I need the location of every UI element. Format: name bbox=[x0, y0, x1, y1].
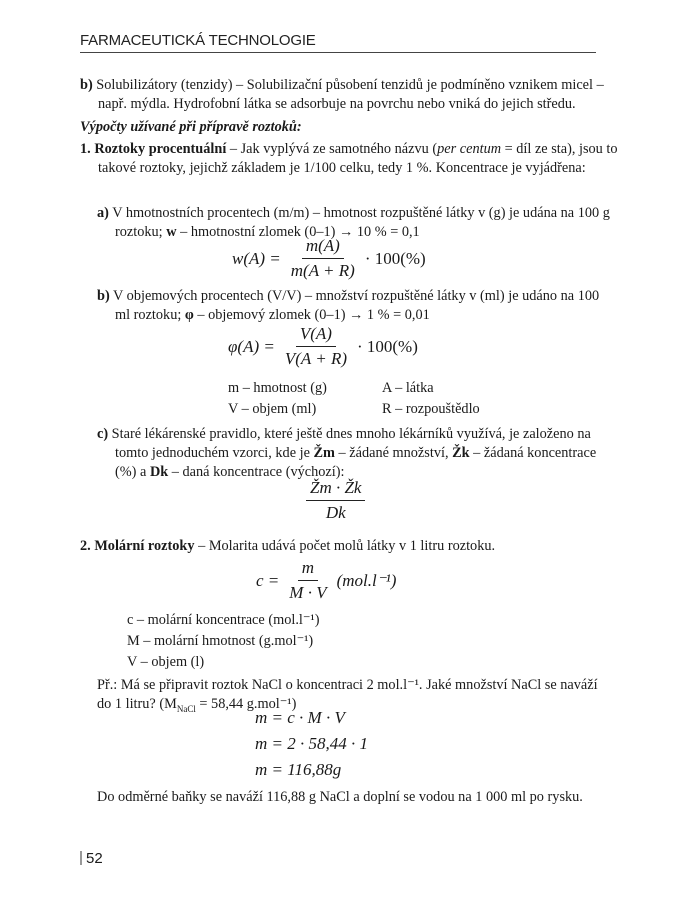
rhs: (mol.l⁻¹) bbox=[336, 570, 397, 590]
legend-item: V – objem (ml) bbox=[228, 401, 317, 417]
b: w bbox=[166, 224, 177, 241]
section-heading: Výpočty užívané při přípravě roztoků: bbox=[80, 119, 302, 135]
t: – daná koncentrace (výchozí): bbox=[168, 464, 345, 481]
t: – žádaná koncentrace (%) a bbox=[115, 445, 597, 481]
item-1c bbox=[97, 425, 615, 483]
t: – žádané množství, bbox=[334, 445, 453, 462]
calc-line: m = c · M · V bbox=[255, 708, 345, 727]
t: V objemových procentech (V/V) – množství rozpuštěné látky v (ml) je udáno na 100 ml roztoku; bbox=[109, 288, 600, 324]
formula-volume-percent bbox=[228, 324, 418, 369]
rhs: · 100(%) bbox=[364, 248, 426, 268]
num: m(A) bbox=[302, 236, 344, 259]
label: a) bbox=[97, 205, 109, 221]
t: – objemový zlomek (0–1) → 1 % = 0,01 bbox=[193, 307, 430, 324]
legend-item: A – látka bbox=[382, 380, 434, 396]
calc-line: m = 116,88g bbox=[255, 760, 342, 779]
item-1b bbox=[97, 287, 615, 325]
item-2 bbox=[80, 537, 618, 556]
t: – Jak vyplývá ze samotného názvu ( bbox=[226, 141, 438, 157]
b: φ bbox=[184, 307, 194, 324]
page-number-bar bbox=[80, 851, 82, 865]
t: = 58,44 g.mol⁻¹) bbox=[195, 696, 297, 713]
t: = díl ze sta), jsou to takové roztoky, jejichž základem je 1/100 celku, tedy 1 %. Koncentrace je vyjádřena: bbox=[98, 141, 618, 177]
t: Staré lékárenské pravidlo, které ještě dnes mnoho lékárníků využívá, je založeno na tomto jednoduchém vzorci, kde je bbox=[108, 426, 591, 462]
header-rule bbox=[80, 52, 596, 53]
conclusion: Do odměrné baňky se naváží 116,88 g NaCl a doplní se vodou na 1 000 ml po rysku. bbox=[97, 789, 583, 805]
num: 1. bbox=[80, 141, 91, 157]
t: – Molarita udává počet molů látky v 1 litru roztoku. bbox=[194, 538, 496, 554]
label: b) bbox=[97, 288, 110, 304]
num: V(A) bbox=[296, 324, 336, 347]
running-header: FARMACEUTICKÁ TECHNOLOGIE bbox=[80, 32, 316, 49]
b: Žm bbox=[313, 445, 335, 462]
title: Molární roztoky bbox=[94, 538, 195, 554]
lhs: w(A) = bbox=[232, 248, 281, 268]
t: V hmotnostních procentech (m/m) – hmotnost rozpuštěné látky v (g) je udána na 100 g roztoku; bbox=[108, 205, 610, 241]
t: Př.: Má se připravit roztok NaCl o koncentraci 2 mol.l⁻¹. Jaké množství NaCl se naváží do 1 litru? (M bbox=[97, 677, 598, 713]
b: Dk bbox=[149, 464, 169, 481]
den: Dk bbox=[325, 503, 346, 522]
lhs: c = bbox=[256, 570, 280, 590]
em: per centum bbox=[437, 141, 502, 157]
sub: NaCl bbox=[176, 704, 196, 715]
t: – hmotnostní zlomek (0–1) → 10 % = 0,1 bbox=[176, 224, 420, 241]
item-1 bbox=[80, 140, 618, 178]
page-number bbox=[80, 850, 103, 867]
formula-pharmacy-rule bbox=[306, 478, 365, 523]
title: Roztoky procentuální bbox=[94, 141, 227, 157]
text: Solubilizátory (tenzidy) – Solubilizační působení tenzidů je podmíněno vznikem micel – např. mýdla. Hydrofobní látka se adsorbuje na povrchu nebo vniká do jejich středu. bbox=[92, 77, 604, 113]
formula-molarity bbox=[256, 558, 396, 603]
page-number-text: 52 bbox=[86, 850, 103, 867]
num: m bbox=[298, 558, 318, 581]
legend-item: V – objem (l) bbox=[127, 654, 205, 670]
den: V(A + R) bbox=[284, 349, 347, 368]
section-b-solubilizers bbox=[80, 76, 618, 114]
num: 2. bbox=[80, 538, 91, 554]
den: M · V bbox=[289, 583, 327, 602]
example bbox=[97, 676, 602, 719]
num: Žm · Žk bbox=[306, 478, 365, 501]
formula-mass-percent bbox=[232, 236, 426, 281]
rhs: · 100(%) bbox=[356, 336, 418, 356]
legend-item: R – rozpouštědlo bbox=[382, 401, 480, 417]
label: c) bbox=[97, 426, 109, 442]
lhs: φ(A) = bbox=[228, 336, 275, 356]
b: Žk bbox=[452, 445, 470, 462]
legend-item: M – molární hmotnost (g.mol⁻¹) bbox=[127, 633, 314, 649]
legend-item: m – hmotnost (g) bbox=[228, 380, 327, 396]
den: m(A + R) bbox=[290, 261, 355, 280]
label: b) bbox=[80, 77, 93, 93]
calc-line: m = 2 · 58,44 · 1 bbox=[255, 734, 368, 753]
legend-item: c – molární koncentrace (mol.l⁻¹) bbox=[127, 612, 320, 628]
